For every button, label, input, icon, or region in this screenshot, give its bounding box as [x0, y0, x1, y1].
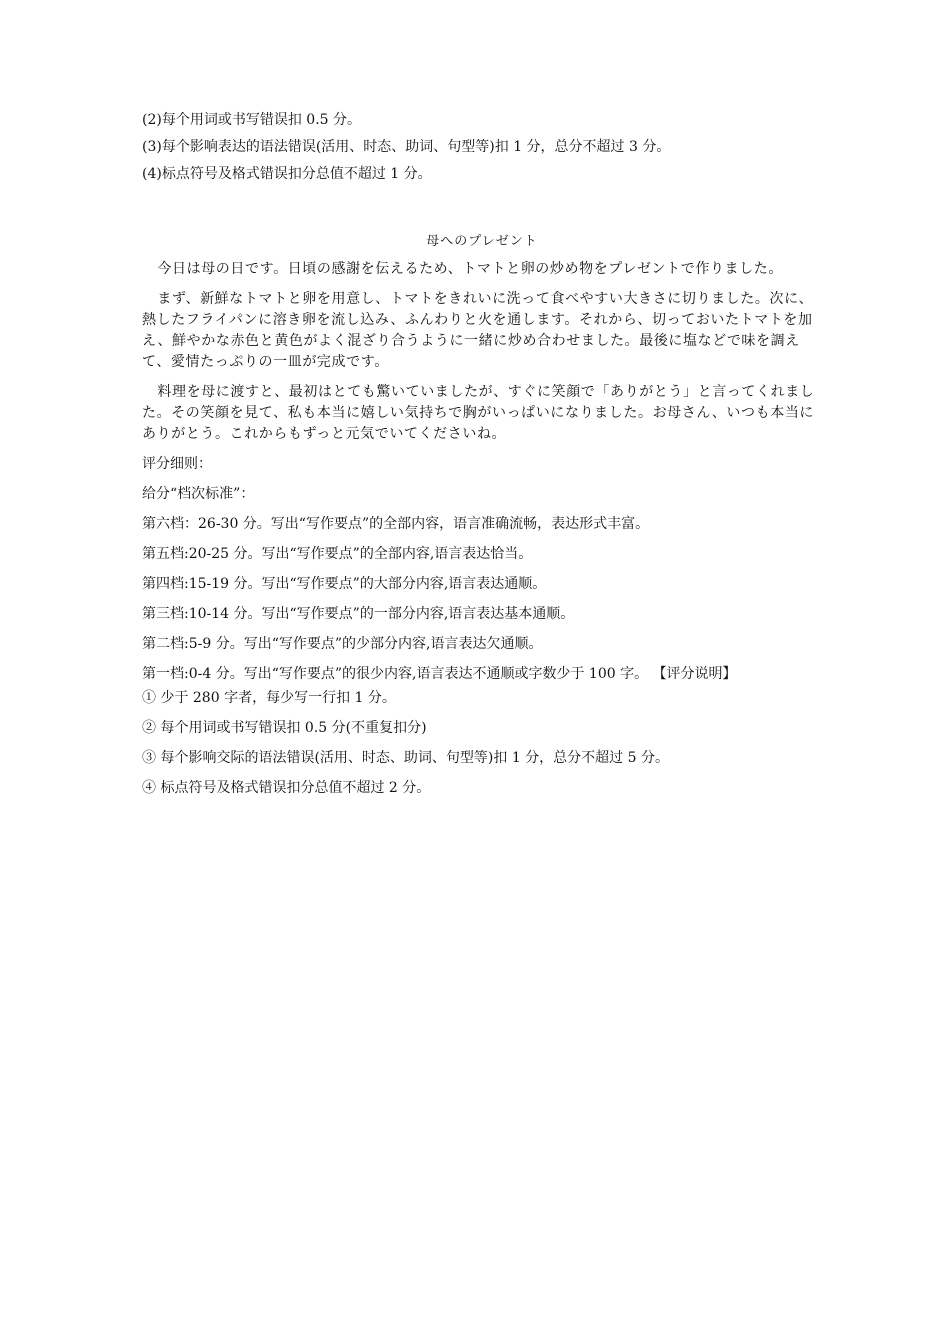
level-1: 第一档:0-4 分。写出“写作要点”的很少内容,语言表达不通顺或字数少于 100 字。 【评分说明】: [142, 666, 737, 682]
essay-paragraph-2: まず、新鮮なトマトと卵を用意し、トマトをきれいに洗って食べやすい大きさに切りました。次に、熱したフライパンに溶き卵を流し込み、ふんわりと火を通します。それから、切っておいたトマトを加え、鮮やかな赤色と黄色がよく混ざり合うように一緒に炒め合わせました。最後に塩などで味を調えて、愛情たっぷりの一皿が完成です。: [142, 291, 814, 370]
note-4: ④ 标点符号及格式错误扣分总值不超过 2 分。: [142, 780, 431, 796]
essay-paragraph-3: 料理を母に渡すと、最初はとても驚いていましたが、すぐに笑顔で「ありがとう」と言ってくれました。その笑顔を見て、私も本当に嬉しい気持ちで胸がいっぱいになりました。お母さん、いつも本当にありがとう。これからもずっと元気でいてくださいね。: [142, 384, 815, 442]
criteria-heading: 评分细则：: [142, 456, 212, 472]
rule-item-3: (3)每个影响表达的语法错误(活用、时态、助词、句型等)扣 1 分，总分不超过 3 分。: [142, 139, 671, 155]
level-2: 第二档:5-9 分。写出“写作要点”的少部分内容,语言表达欠通顺。: [142, 636, 543, 652]
essay-paragraph-1: 今日は母の日です。日頃の感謝を伝えるため、トマトと卵の炒め物をプレゼントで作りました。: [157, 261, 783, 277]
rule-item-2: (2)每个用词或书写错误扣 0.5 分。: [142, 112, 361, 128]
document-page: [142, 110, 822, 808]
level-6: 第六档：26-30 分。写出“写作要点”的全部内容，语言准确流畅，表达形式丰富。: [142, 516, 650, 532]
rule-item-4: (4)标点符号及格式错误扣分总值不超过 1 分。: [142, 166, 432, 182]
level-5: 第五档:20-25 分。写出“写作要点”的全部内容,语言表达恰当。: [142, 546, 533, 562]
note-2: ② 每个用词或书写错误扣 0.5 分(不重复扣分): [142, 720, 427, 736]
essay-title: 母へのプレゼント: [426, 234, 538, 249]
level-4: 第四档:15-19 分。写出“写作要点”的大部分内容,语言表达通顺。: [142, 576, 547, 592]
level-heading: 给分“档次标准”：: [142, 486, 255, 502]
note-1: ① 少于 280 字者，每少写一行扣 1 分。: [142, 690, 396, 706]
note-3: ③ 每个影响交际的语法错误(活用、时态、助词、句型等)扣 1 分，总分不超过 5 分。: [142, 750, 669, 766]
level-3: 第三档:10-14 分。写出“写作要点”的一部分内容,语言表达基本通顺。: [142, 606, 575, 622]
